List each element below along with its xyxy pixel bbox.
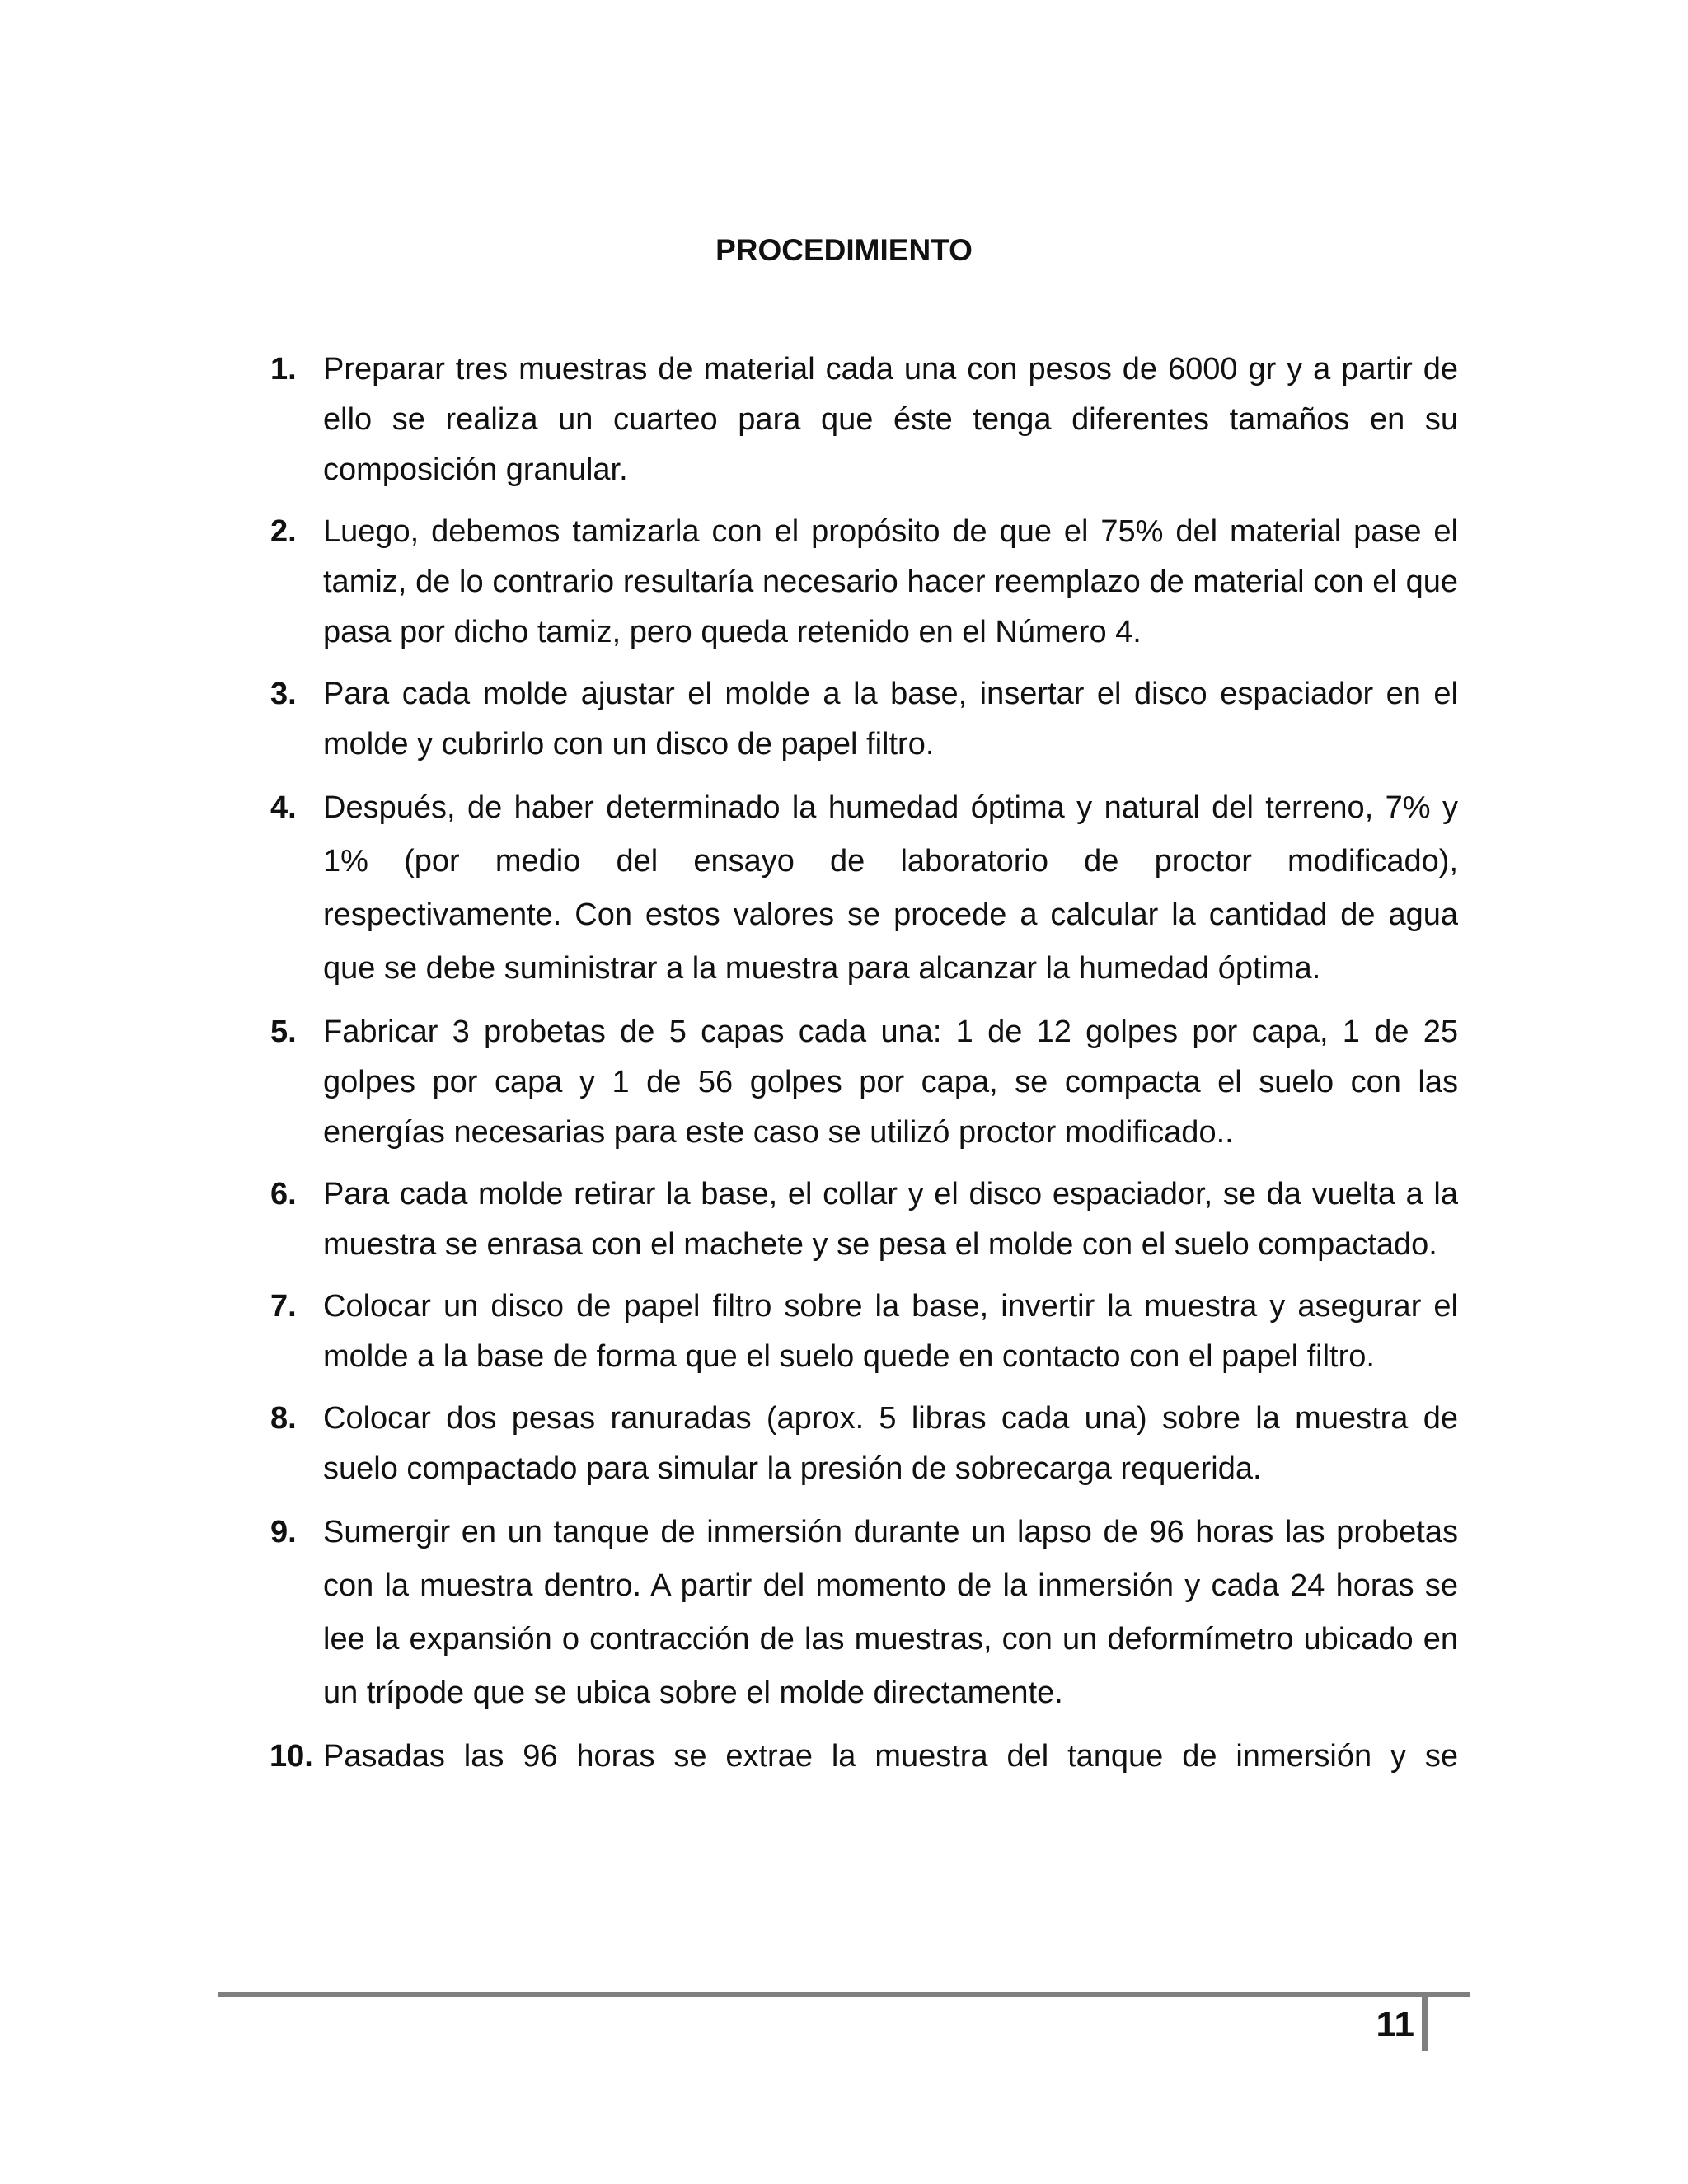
- step-number: 9.: [270, 1515, 297, 1549]
- page-number: 11: [1376, 2004, 1414, 2045]
- step-number: 3.: [270, 677, 297, 711]
- procedure-step-4: [271, 781, 1458, 996]
- procedure-list: [271, 344, 1458, 1793]
- step-number: 4.: [270, 790, 297, 825]
- step-text: Fabricar 3 probetas de 5 capas cada una: 1 de 12 golpes por capa, 1 de 25 golpes por capa y 1 de 56 golpes por capa, se compacta el suelo con las energías necesarias para este caso se utilizó proctor modificado..: [323, 1015, 1458, 1150]
- step-number: 6.: [270, 1177, 297, 1212]
- procedure-step-8: [271, 1394, 1458, 1494]
- step-text: Sumergir en un tanque de inmersión durante un lapso de 96 horas las probetas con la muestra dentro. A partir del momento de la inmersión y cada 24 horas se lee la expansión o contracción de las muestras, con un deformímetro ubicado en un trípode que se ubica sobre el molde directamente.: [323, 1515, 1458, 1710]
- procedure-step-10: [271, 1732, 1458, 1782]
- section-heading: PROCEDIMIENTO: [715, 233, 973, 267]
- step-text: Colocar un disco de papel filtro sobre la base, invertir la muestra y asegurar el molde a la base de forma que el suelo quede en contacto con el papel filtro.: [323, 1289, 1458, 1374]
- footer-divider: [218, 1992, 1470, 1997]
- step-text: Preparar tres muestras de material cada una con pesos de 6000 gr y a partir de ello se realiza un cuarteo para que éste tenga diferentes tamaños en su composición granular.: [323, 352, 1458, 487]
- step-number: 7.: [270, 1289, 297, 1324]
- step-number: 2.: [270, 514, 297, 549]
- procedure-step-2: [271, 507, 1458, 658]
- step-text: Colocar dos pesas ranuradas (aprox. 5 libras cada una) sobre la muestra de suelo compactado para simular la presión de sobrecarga requerida.: [323, 1401, 1458, 1486]
- step-text: Después, de haber determinado la humedad óptima y natural del terreno, 7% y 1% (por medio del ensayo de laboratorio de proctor modificado), respectivamente. Con estos valores se procede a calcular la cantidad de agua que se debe suministrar a la muestra para alcanzar la humedad óptima.: [323, 790, 1458, 986]
- step-number: 8.: [270, 1401, 297, 1436]
- step-number: 5.: [270, 1015, 297, 1049]
- step-number: 10.: [270, 1739, 313, 1774]
- procedure-step-3: [271, 669, 1458, 770]
- page-number-divider: [1422, 1992, 1428, 2051]
- procedure-step-1: [271, 344, 1458, 495]
- procedure-step-7: [271, 1282, 1458, 1382]
- step-text: Para cada molde retirar la base, el collar y el disco espaciador, se da vuelta a la muestra se enrasa con el machete y se pesa el molde con el suelo compactado.: [323, 1177, 1458, 1262]
- procedure-step-6: [271, 1169, 1458, 1270]
- procedure-step-5: [271, 1007, 1458, 1158]
- step-number: 1.: [270, 352, 297, 387]
- step-text: Para cada molde ajustar el molde a la base, insertar el disco espaciador en el molde y cubrirlo con un disco de papel filtro.: [323, 677, 1458, 762]
- step-text: Pasadas las 96 horas se extrae la muestra del tanque de inmersión y se: [323, 1739, 1458, 1774]
- procedure-step-9: [271, 1506, 1458, 1720]
- step-text: Luego, debemos tamizarla con el propósito de que el 75% del material pase el tamiz, de lo contrario resultaría necesario hacer reemplazo de material con el que pasa por dicho tamiz, pero queda retenido en el Número 4.: [323, 514, 1458, 649]
